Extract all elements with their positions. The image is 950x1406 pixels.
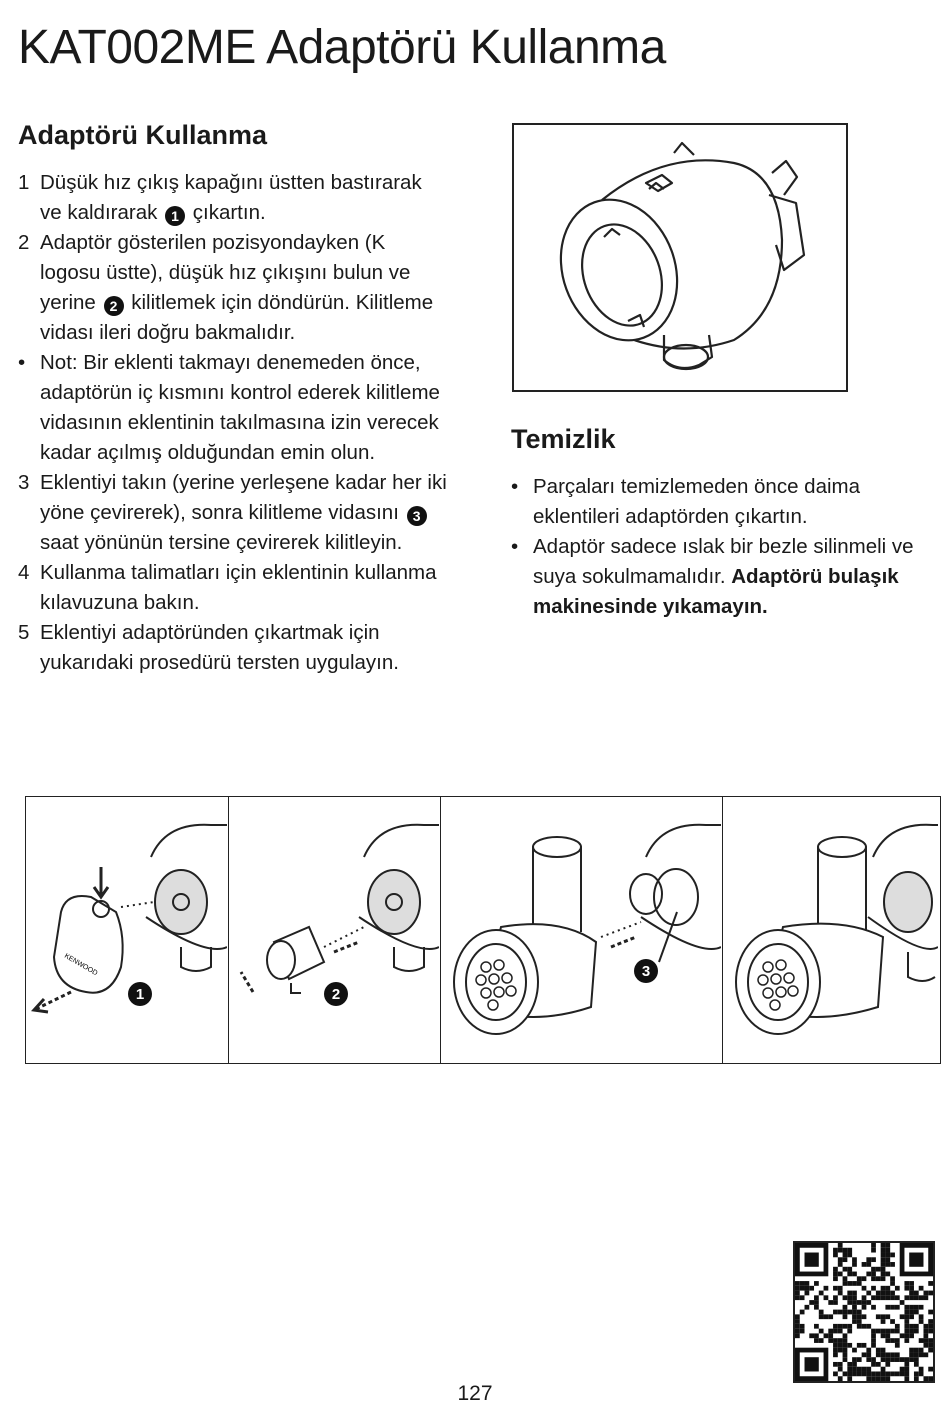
adaptor-drawing <box>514 125 846 390</box>
step-2-panel <box>229 797 441 1063</box>
remove-cover-drawing <box>26 797 227 1062</box>
adaptor-illustration <box>512 123 848 392</box>
callout-2-badge: 2 <box>104 296 124 316</box>
cover-brand-label: KENWOOD <box>63 952 99 978</box>
steps-illustration-strip <box>25 796 941 1064</box>
assembled-drawing <box>723 797 938 1062</box>
page-title: KAT002ME Adaptörü Kullanma <box>18 21 666 74</box>
callout-3-badge: 3 <box>407 506 427 526</box>
bullet-marker: • <box>511 475 519 498</box>
callout-2-marker: 2 <box>331 986 341 1003</box>
fit-adaptor-drawing <box>229 797 439 1062</box>
step-marker: 2 <box>18 231 30 254</box>
list-item: • Not: Bir eklenti takmayı denemeden önce, adaptörün iç kısmını kontrol ederek kilitleme vidasının eklentinin takılmasına izin verecek kadar açılmış olduğundan emin olun. <box>18 348 448 468</box>
qr-code[interactable] <box>793 1241 935 1383</box>
list-item: 3 Eklentiyi takın (yerine yerleşene kadar her iki yöne çevirerek), sonra kilitleme vidasını 3 saat yönünün tersine çevirerek kilitleyin. <box>18 468 448 558</box>
step-marker: 3 <box>18 471 30 494</box>
callout-3-marker: 3 <box>641 963 651 980</box>
fit-attachment-drawing <box>441 797 721 1062</box>
usage-heading: Adaptörü Kullanma <box>18 120 268 150</box>
list-item: 2 Adaptör gösterilen pozisyondayken (K logosu üstte), düşük hız çıkışını bulun ve yerine 2 kilitlemek için döndürün. Kilitleme vidası ileri doğru bakmalıdır. <box>18 228 448 348</box>
bullet-marker: • <box>511 535 519 558</box>
step-marker: 1 <box>18 171 30 194</box>
list-item: • Adaptör sadece ıslak bir bezle silinmeli ve suya sokulmamalıdır. Adaptörü bulaşık makinesinde yıkamayın. <box>511 532 931 622</box>
step-marker: 5 <box>18 621 30 644</box>
cleaning-list <box>511 472 931 622</box>
usage-steps-list <box>18 168 448 678</box>
list-item: 1 Düşük hız çıkış kapağını üstten bastırarak ve kaldırarak 1 çıkartın. <box>18 168 448 228</box>
list-item: 5 Eklentiyi adaptöründen çıkartmak için yukarıdaki prosedürü tersten uygulayın. <box>18 618 448 678</box>
step-1-panel <box>26 797 229 1063</box>
callout-1-badge: 1 <box>165 206 185 226</box>
callout-1-marker: 1 <box>135 986 145 1003</box>
list-item: 4 Kullanma talimatları için eklentinin kullanma kılavuzuna bakın. <box>18 558 448 618</box>
page-number: 127 <box>457 1382 493 1405</box>
cleaning-heading: Temizlik <box>511 424 616 454</box>
list-item: • Parçaları temizlemeden önce daima eklentileri adaptörden çıkartın. <box>511 472 931 532</box>
qr-code-pattern <box>795 1243 933 1381</box>
bullet-marker: • <box>18 351 26 374</box>
step-final-panel <box>723 797 940 1063</box>
step-marker: 4 <box>18 561 30 584</box>
dishwasher-warning: Adaptörü bulaşık makinesinde yıkamayın. <box>533 565 899 618</box>
step-3-panel <box>441 797 723 1063</box>
